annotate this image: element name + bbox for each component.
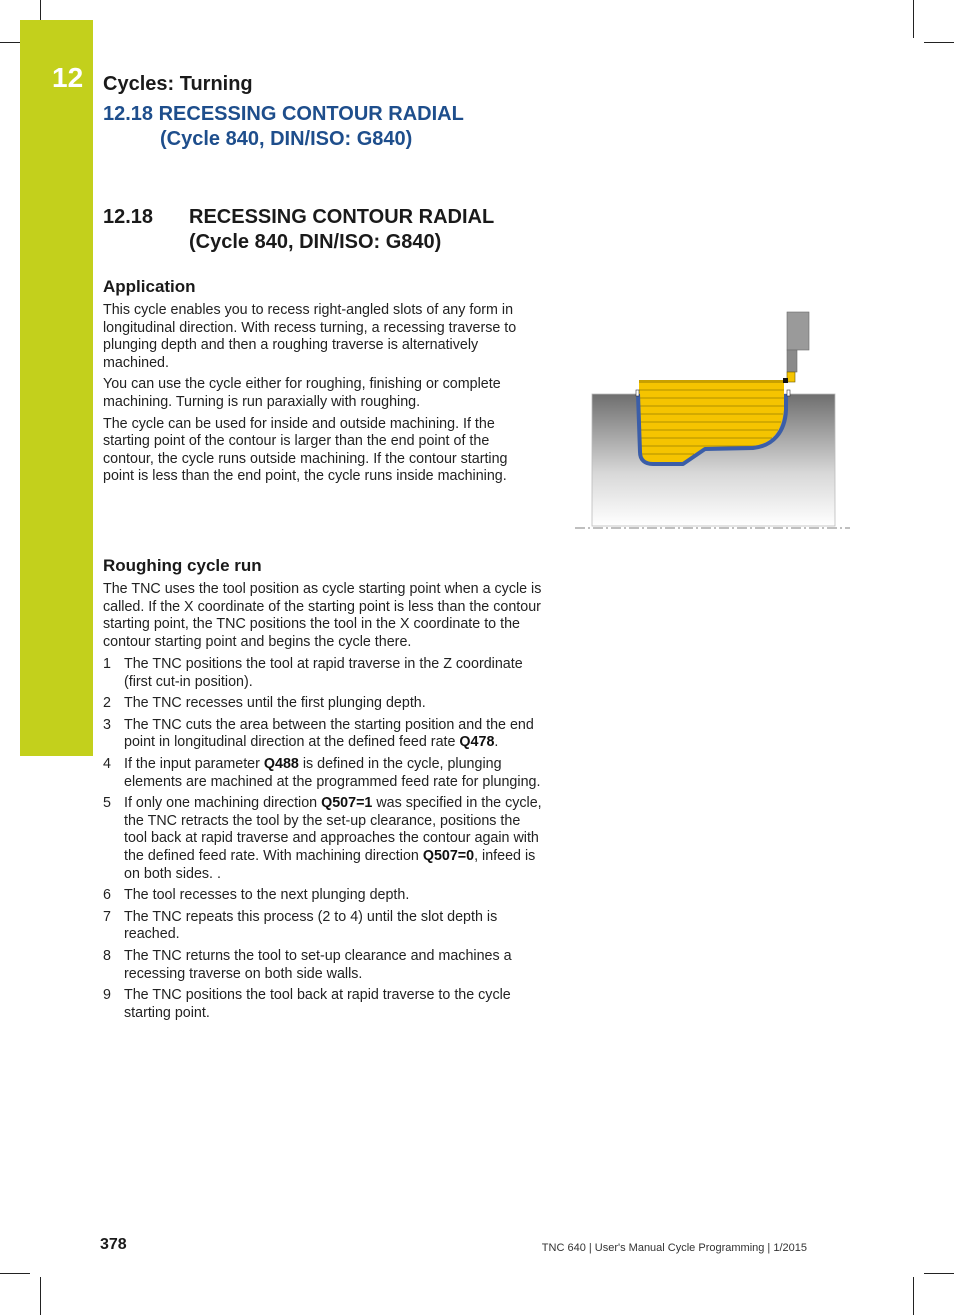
top-edge	[639, 380, 784, 383]
list-item: 7 The TNC repeats this process (2 to 4) until the slot depth is reached.	[103, 908, 498, 943]
crop-mark	[913, 0, 914, 38]
list-item: 9 The TNC positions the tool back at rapid traverse to the cycle starting point.	[103, 987, 511, 1021]
running-header-line1: 12.18 RECESSING CONTOUR RADIAL	[103, 103, 464, 125]
list-item: 4 If the input parameter Q488 is defined in the cycle, plunging elements are machined at the programmed feed rate for plunging.	[103, 755, 541, 790]
parameter-q507-0: Q507=0	[422, 847, 475, 864]
chapter-number: 12	[52, 62, 84, 93]
running-header-section	[103, 102, 464, 152]
application-heading: Application	[103, 277, 196, 296]
running-header	[103, 73, 464, 152]
section-title-line1: RECESSING CONTOUR RADIAL	[189, 206, 495, 228]
list-item: 6 The tool recesses to the next plunging depth.	[103, 887, 410, 904]
application-text	[103, 302, 528, 490]
section-title-line2: (Cycle 840, DIN/ISO: G840)	[189, 231, 442, 253]
paragraph: The cycle can be used for inside and outside machining. If the starting point of the contour is larger than the end point of the contour, the cycle runs outside machining. If the contour starting point is less than the end point, the cycle runs inside machining.	[103, 415, 508, 485]
start-marker	[636, 390, 639, 396]
list-item: 2 The TNC recesses until the first plunging depth.	[103, 695, 426, 712]
crop-mark	[924, 1273, 954, 1274]
list-item: 1 The TNC positions the tool at rapid traverse in the Z coordinate (first cut-in position).	[103, 656, 523, 690]
list-item: 5 If only one machining direction Q507=1 was specified in the cycle, the TNC retracts the tool by the set-up clearance, positions the tool back at rapid traverse and approaches the contour again with the defined feed rate. With machining direction Q507=0, infeed is on both sides. .	[103, 795, 542, 882]
tool-insert	[787, 372, 795, 382]
chapter-sidebar	[20, 20, 93, 756]
crop-mark	[913, 1277, 914, 1315]
parameter-q488: Q488	[263, 755, 299, 772]
running-header-line2: (Cycle 840, DIN/ISO: G840)	[160, 128, 413, 150]
page-number: 378	[100, 1236, 127, 1253]
crop-mark	[40, 1277, 41, 1315]
section-title	[103, 205, 494, 255]
list-item: 3 The TNC cuts the area between the starting position and the end point in longitudinal direction at the defined feed rate Q478.	[103, 716, 534, 751]
paragraph: You can use the cycle either for roughing, finishing or complete machining. Turning is run paraxially with roughing.	[103, 376, 501, 410]
roughing-steps	[103, 656, 543, 1026]
recessing-illustration	[575, 310, 850, 532]
roughing-heading: Roughing cycle run	[103, 556, 262, 575]
parameter-q507-1: Q507=1	[321, 795, 373, 812]
paragraph: The TNC uses the tool position as cycle starting point when a cycle is called. If the X coordinate of the starting point is less than the contour starting point, the TNC positions the tool in the X coordinate to the contour starting point and begins the cycle there.	[103, 581, 542, 650]
list-item: 8 The TNC returns the tool to set-up clearance and machines a recessing traverse on both side walls.	[103, 947, 512, 982]
tool-shank	[787, 350, 797, 372]
parameter-q478: Q478	[459, 734, 495, 751]
crop-mark	[924, 42, 954, 43]
section-number: 12.18	[103, 206, 154, 228]
end-marker	[787, 390, 790, 396]
paragraph: This cycle enables you to recess right-angled slots of any form in longitudinal direction. With recess turning, a recessing traverse to plunging depth and then a roughing traverse is alternatively machined.	[103, 302, 517, 371]
roughing-intro	[103, 581, 543, 655]
tool-holder	[787, 312, 809, 350]
footer-info: TNC 640 | User's Manual Cycle Programming | 1/2015	[541, 1242, 807, 1254]
tool-tip	[783, 378, 788, 383]
running-header-chapter: Cycles: Turning	[103, 73, 253, 95]
crop-mark	[0, 1273, 30, 1274]
